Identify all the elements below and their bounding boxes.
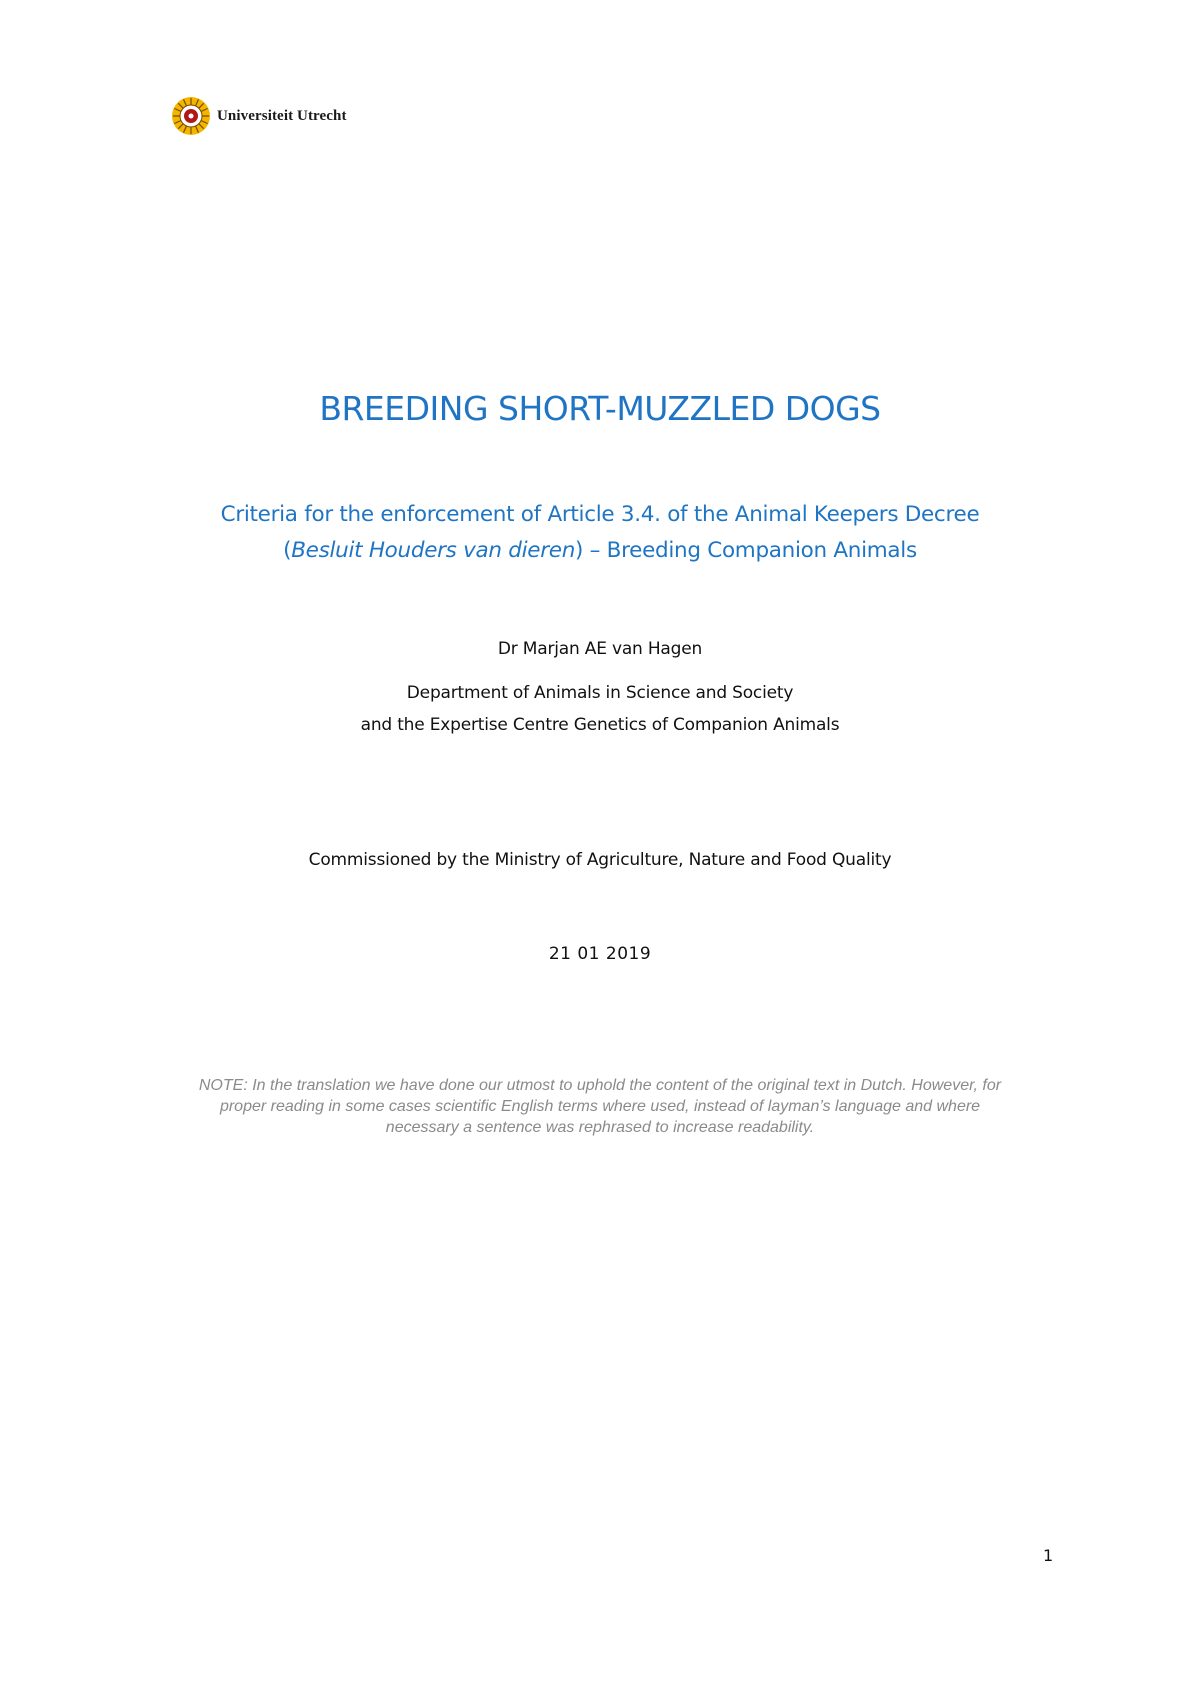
document-subtitle-line-1: Criteria for the enforcement of Article 3.4. of the Animal Keepers Decree <box>220 502 980 527</box>
author-name: Dr Marjan AE van Hagen <box>497 639 703 659</box>
document-title: BREEDING SHORT-MUZZLED DOGS <box>319 389 881 428</box>
translation-note-line-3: necessary a sentence was rephrased to increase readability. <box>385 1119 815 1136</box>
university-logo <box>171 94 347 138</box>
department-line-1: Department of Animals in Science and Society <box>406 683 794 703</box>
university-name: Universiteit Utrecht <box>217 107 347 124</box>
page-number: 1 <box>1043 1546 1054 1565</box>
subtitle-italic-term: Besluit Houders van dieren <box>291 538 576 563</box>
translation-note-line-2: proper reading in some cases scientific English terms where used, instead of layman’s language and where <box>219 1098 981 1115</box>
document-date: 21 01 2019 <box>548 944 652 964</box>
subtitle-paren-open: ( <box>283 538 292 563</box>
subtitle-rest: ) – Breeding Companion Animals <box>575 538 917 563</box>
commissioned-by: Commissioned by the Ministry of Agriculture, Nature and Food Quality <box>308 850 892 870</box>
document-subtitle-line-2 <box>0 533 1200 569</box>
translation-note-line-1: NOTE: In the translation we have done our utmost to uphold the content of the original text in Dutch. However, for <box>198 1077 1002 1094</box>
department-line-2: and the Expertise Centre Genetics of Companion Animals <box>360 715 840 735</box>
university-seal-icon <box>171 96 211 136</box>
